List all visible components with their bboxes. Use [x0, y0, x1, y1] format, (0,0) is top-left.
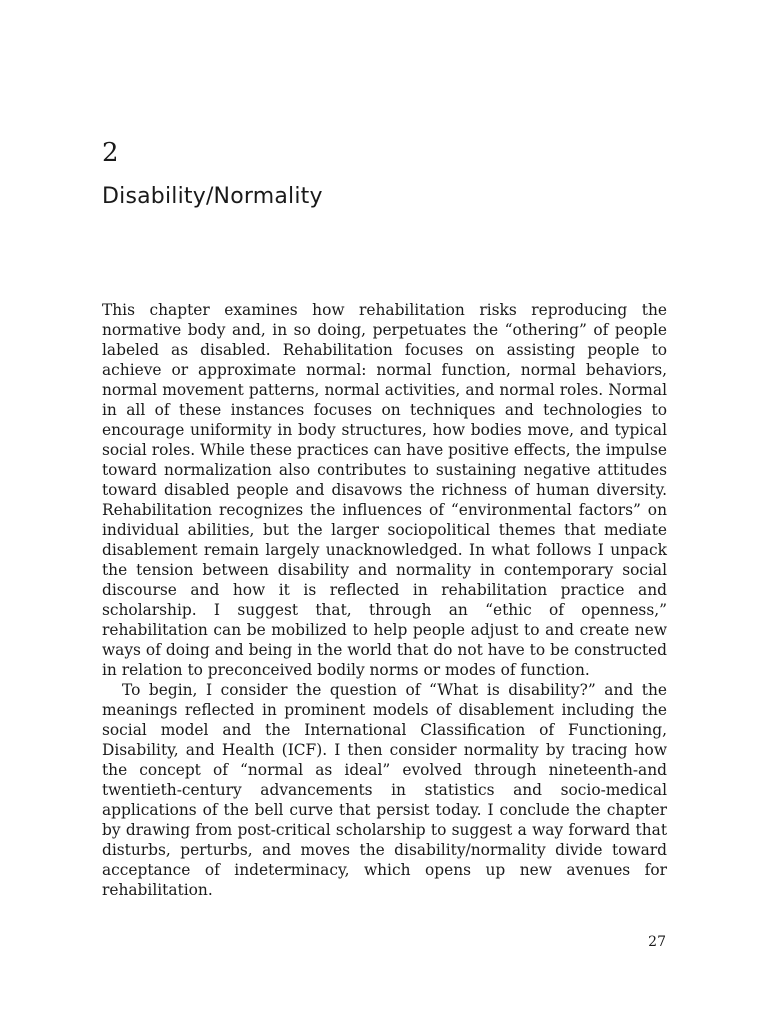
paragraph-2: To begin, I consider the question of “What is disability?” and the meanings reflected in prominent models of disablement including the social model and the International Classification of Functioning, Disability, and Health (ICF). I then consider normality by tracing how the concept of “normal as ideal” evolved through nineteenth-and twentieth-century advancements in statistics and socio-medical applications of the bell curve that persist today. I conclude the chapter by drawing from post-critical scholarship to suggest a way forward that disturbs, perturbs, and moves the disability/normality divide toward acceptance of indeterminacy, which opens up new avenues for rehabilitation. [102, 681, 667, 899]
body-text [102, 300, 667, 900]
chapter-title: Disability/Normality [102, 184, 323, 209]
paragraph-1: This chapter examines how rehabilitation risks reproducing the normative body and, in so doing, perpetuates the “othering” of people labeled as disabled. Rehabilitation focuses on assisting people to achieve or approximate normal: normal function, normal behaviors, normal movement patterns, normal activities, and normal roles. Normal in all of these instances focuses on techniques and technologies to encourage uniformity in body structures, how bodies move, and typical social roles. While these practices can have positive effects, the impulse toward normalization also contributes to sustaining negative attitudes toward disabled people and disavows the richness of human diversity. Rehabilitation recognizes the influences of “environmental factors” on individual abilities, but the larger sociopolitical themes that mediate disablement remain largely unacknowledged. In what follows I unpack the tension between disability and normality in contemporary social discourse and how it is reflected in rehabilitation practice and scholarship. I suggest that, through an “ethic of openness,” rehabilitation can be mobilized to help people adjust to and create new ways of doing and being in the world that do not have to be constructed in relation to preconceived bodily norms or modes of function. [102, 301, 667, 679]
chapter-number: 2 [102, 138, 119, 168]
page-number: 27 [648, 934, 666, 950]
